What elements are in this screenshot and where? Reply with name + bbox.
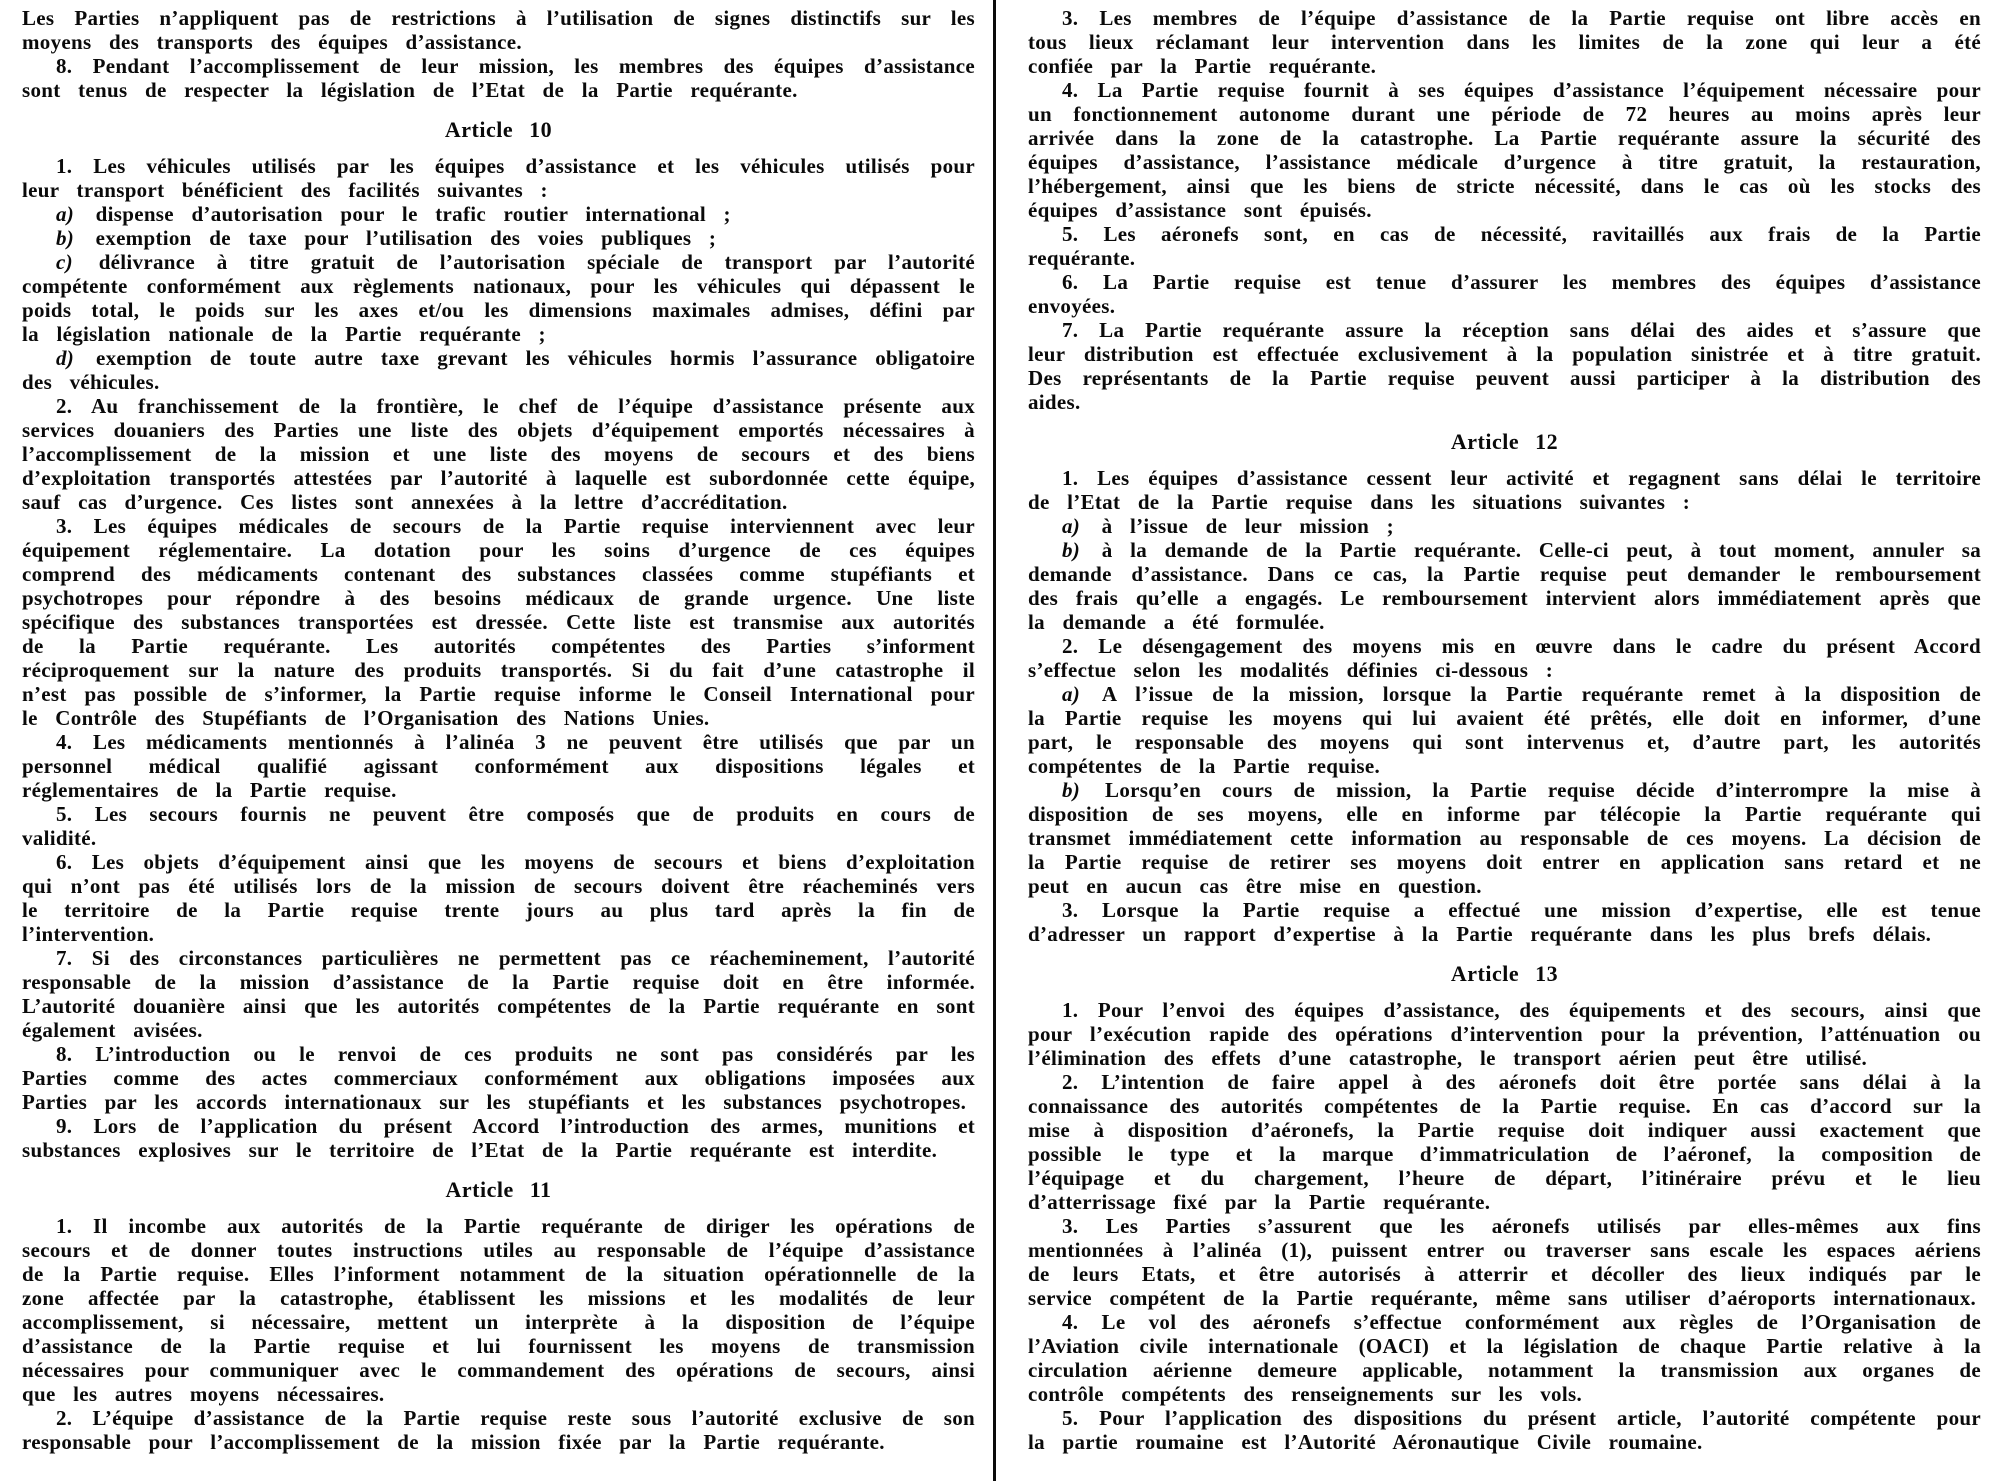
paragraph: 1. Pour l’envoi des équipes d’assistance, des équipements et des secours, ainsi que pour l’exécution rapide des opérations d’intervention pour la prévention, l’atténuation ou l’élimination des effets d’une catastrophe, le transport aérien peut être utilisé. — [1028, 998, 1981, 1070]
paragraph: 1. Il incombe aux autorités de la Partie requérante de diriger les opérations de secours et de donner toutes instructions utiles au responsable de l’équipe d’assistance de la Partie requise. Elles l’informent notamment de la situation opérationnelle de la zone affectée par la catastrophe, établissent les missions et les modalités de leur accomplissement, si nécessaire, mettent un interprète à la disposition de l’équipe d’assistance de la Partie requise et lui fournissent les moyens de transmission nécessaires pour communiquer avec le commandement des opérations de secours, ainsi que les autres moyens nécessaires. — [22, 1214, 975, 1406]
item-text: délivrance à titre gratuit de l’autorisation spéciale de transport par l’autorité compétente conformément aux règlements nationaux, pour les véhicules qui dépassent le poids total, le poids sur les axes et/ou les dimensions maximales admises, défini par la législation nationale de la Partie requérante ; — [22, 250, 975, 346]
item-text: Lorsqu’en cours de mission, la Partie requise décide d’interrompre la mise à disposition de ses moyens, elle en informe par télécopie la Partie requérante qui transmet immédiatement cette information au responsable de ces moyens. La décision de la Partie requise de retirer ses moyens doit entrer en application sans retard et ne peut en aucun cas être mise en question. — [1028, 778, 1981, 898]
paragraph: 8. Pendant l’accomplissement de leur mission, les membres des équipes d’assistance sont tenus de respecter la législation de l’Etat de la Partie requérante. — [22, 54, 975, 102]
list-item — [1028, 778, 1981, 898]
paragraph: 6. La Partie requise est tenue d’assurer les membres des équipes d’assistance envoyées. — [1028, 270, 1981, 318]
item-text: à la demande de la Partie requérante. Celle-ci peut, à tout moment, annuler sa demande d’assistance. Dans ce cas, la Partie requise peut demander le remboursement des frais qu’elle a engagés. Le remboursement intervient alors immédiatement après que la demande a été formulée. — [1028, 538, 1981, 634]
paragraph: 1. Les équipes d’assistance cessent leur activité et regagnent sans délai le territoire de l’Etat de la Partie requise dans les situations suivantes : — [1028, 466, 1981, 514]
item-marker: b) — [56, 226, 75, 250]
paragraph: 3. Les équipes médicales de secours de la Partie requise interviennent avec leur équipement réglementaire. La dotation pour les soins d’urgence de ces équipes comprend des médicaments contenant des substances classées comme stupéfiants et psychotropes pour répondre à des besoins médicaux de grande urgence. Une liste spécifique des substances transportées est dressée. Cette liste est transmise aux autorités de la Partie requérante. Les autorités compétentes des Parties s’informent réciproquement sur la nature des produits transportés. Si du fait d’une catastrophe il n’est pas possible de s’informer, la Partie requise informe le Conseil International pour le Contrôle des Stupéfiants de l’Organisation des Nations Unies. — [22, 514, 975, 730]
paragraph: 5. Pour l’application des dispositions du présent article, l’autorité compétente pour la partie roumaine est l’Autorité Aéronautique Civile roumaine. — [1028, 1406, 1981, 1454]
column-divider — [993, 0, 996, 1481]
item-marker: d) — [56, 346, 75, 370]
paragraph: 2. L’intention de faire appel à des aéronefs doit être portée sans délai à la connaissance des autorités compétentes de la Partie requise. En cas d’accord sur la mise à disposition d’aéronefs, la Partie requise doit indiquer aussi exactement que possible le type et la marque d’immatriculation de l’aéronef, la composition de l’équipage et du chargement, l’heure de départ, l’itinéraire prévu et le lieu d’atterrissage fixé par la Partie requérante. — [1028, 1070, 1981, 1214]
list-item — [22, 250, 975, 346]
item-text: dispense d’autorisation pour le trafic routier international ; — [78, 202, 731, 226]
paragraph: 7. La Partie requérante assure la réception sans délai des aides et s’assure que leur distribution est effectuée exclusivement à la population sinistrée et à titre gratuit. Des représentants de la Partie requise peuvent aussi participer à la distribution des aides. — [1028, 318, 1981, 414]
paragraph: 2. Au franchissement de la frontière, le chef de l’équipe d’assistance présente aux services douaniers des Parties une liste des objets d’équipement emportés nécessaires à l’accomplissement de la mission et une liste des moyens de secours et des biens d’exploitation transportés attestées par l’autorité à laquelle est subordonnée cette équipe, sauf cas d’urgence. Ces listes sont annexées à la lettre d’accréditation. — [22, 394, 975, 514]
article-heading: Article 13 — [1450, 961, 1559, 986]
paragraph: 6. Les objets d’équipement ainsi que les moyens de secours et biens d’exploitation qui n’ont pas été utilisés lors de la mission de secours doivent être réacheminés vers le territoire de la Partie requise trente jours au plus tard après la fin de l’intervention. — [22, 850, 975, 946]
list-item — [22, 202, 975, 226]
list-item — [1028, 682, 1981, 778]
list-item — [1028, 538, 1981, 634]
item-text: exemption de toute autre taxe grevant les véhicules hormis l’assurance obligatoire des véhicules. — [22, 346, 975, 394]
item-marker: c) — [56, 250, 73, 274]
item-marker: b) — [1062, 778, 1081, 802]
paragraph: 8. L’introduction ou le renvoi de ces produits ne sont pas considérés par les Parties comme des actes commerciaux conformément aux obligations imposées aux Parties par les accords internationaux sur les stupéfiants et les substances psychotropes. — [22, 1042, 975, 1114]
left-column — [22, 0, 975, 1481]
paragraph: 1. Les véhicules utilisés par les équipes d’assistance et les véhicules utilisés pour leur transport bénéficient des facilités suivantes : — [22, 154, 975, 202]
paragraph: 4. Le vol des aéronefs s’effectue conformément aux règles de l’Organisation de l’Aviation civile internationale (OACI) et la législation de chaque Partie relative à la circulation aérienne demeure applicable, notamment la transmission aux organes de contrôle compétents des renseignements sur les vols. — [1028, 1310, 1981, 1406]
paragraph: 5. Les aéronefs sont, en cas de nécessité, ravitaillés aux frais de la Partie requérante. — [1028, 222, 1981, 270]
article-heading: Article 11 — [445, 1177, 552, 1202]
paragraph: 2. L’équipe d’assistance de la Partie requise reste sous l’autorité exclusive de son responsable pour l’accomplissement de la mission fixée par la Partie requérante. — [22, 1406, 975, 1454]
item-text: à l’issue de leur mission ; — [1084, 514, 1394, 538]
paragraph: 5. Les secours fournis ne peuvent être composés que de produits en cours de validité. — [22, 802, 975, 850]
paragraph: 3. Les Parties s’assurent que les aéronefs utilisés par elles-mêmes aux fins mentionnées à l’alinéa (1), puissent entrer ou traverser sans escale les espaces aériens de leurs Etats, et être autorisés à atterrir et décoller des lieux indiqués par le service compétent de la Partie requérante, même sans utiliser d’aéroports internationaux. — [1028, 1214, 1981, 1310]
paragraph: 2. Le désengagement des moyens mis en œuvre dans le cadre du présent Accord s’effectue selon les modalités définies ci-dessous : — [1028, 634, 1981, 682]
item-marker: a) — [56, 202, 75, 226]
article-heading: Article 12 — [1450, 429, 1559, 454]
list-item — [22, 346, 975, 394]
item-marker: b) — [1062, 538, 1081, 562]
paragraph: 9. Lors de l’application du présent Accord l’introduction des armes, munitions et substances explosives sur le territoire de l’Etat de la Partie requérante est interdite. — [22, 1114, 975, 1162]
paragraph: 7. Si des circonstances particulières ne permettent pas ce réacheminement, l’autorité responsable de la mission d’assistance de la Partie requise doit en être informée. L’autorité douanière ainsi que les autorités compétentes de la Partie requérante en sont également avisées. — [22, 946, 975, 1042]
list-item — [1028, 514, 1981, 538]
item-marker: a) — [1062, 514, 1081, 538]
paragraph: 4. La Partie requise fournit à ses équipes d’assistance l’équipement nécessaire pour un fonctionnement autonome durant une période de 72 heures au moins après leur arrivée dans la zone de la catastrophe. La Partie requérante assure la sécurité des équipes d’assistance, l’assistance médicale d’urgence à titre gratuit, la restauration, l’hébergement, ainsi que les biens de stricte nécessité, dans le cas où les stocks des équipes d’assistance sont épuisés. — [1028, 78, 1981, 222]
article-heading: Article 10 — [444, 117, 553, 142]
paragraph: 3. Les membres de l’équipe d’assistance de la Partie requise ont libre accès en tous lieux réclamant leur intervention dans les limites de la zone qui leur a été confiée par la Partie requérante. — [1028, 6, 1981, 78]
item-text: A l’issue de la mission, lorsque la Partie requérante remet à la disposition de la Partie requise les moyens qui lui avaient été prêtés, elle doit en informer, d’une part, le responsable des moyens qui sont intervenus et, d’autre part, les autorités compétentes de la Partie requise. — [1028, 682, 1981, 778]
right-column — [1028, 0, 1981, 1481]
item-text: exemption de taxe pour l’utilisation des voies publiques ; — [78, 226, 717, 250]
paragraph: 4. Les médicaments mentionnés à l’alinéa 3 ne peuvent être utilisés que par un personnel médical qualifié agissant conformément aux dispositions légales et réglementaires de la Partie requise. — [22, 730, 975, 802]
list-item — [22, 226, 975, 250]
item-marker: a) — [1062, 682, 1081, 706]
paragraph: Les Parties n’appliquent pas de restrictions à l’utilisation de signes distinctifs sur les moyens des transports des équipes d’assistance. — [22, 6, 975, 54]
paragraph: 3. Lorsque la Partie requise a effectué une mission d’expertise, elle est tenue d’adresser un rapport d’expertise à la Partie requérante dans les plus brefs délais. — [1028, 898, 1981, 946]
